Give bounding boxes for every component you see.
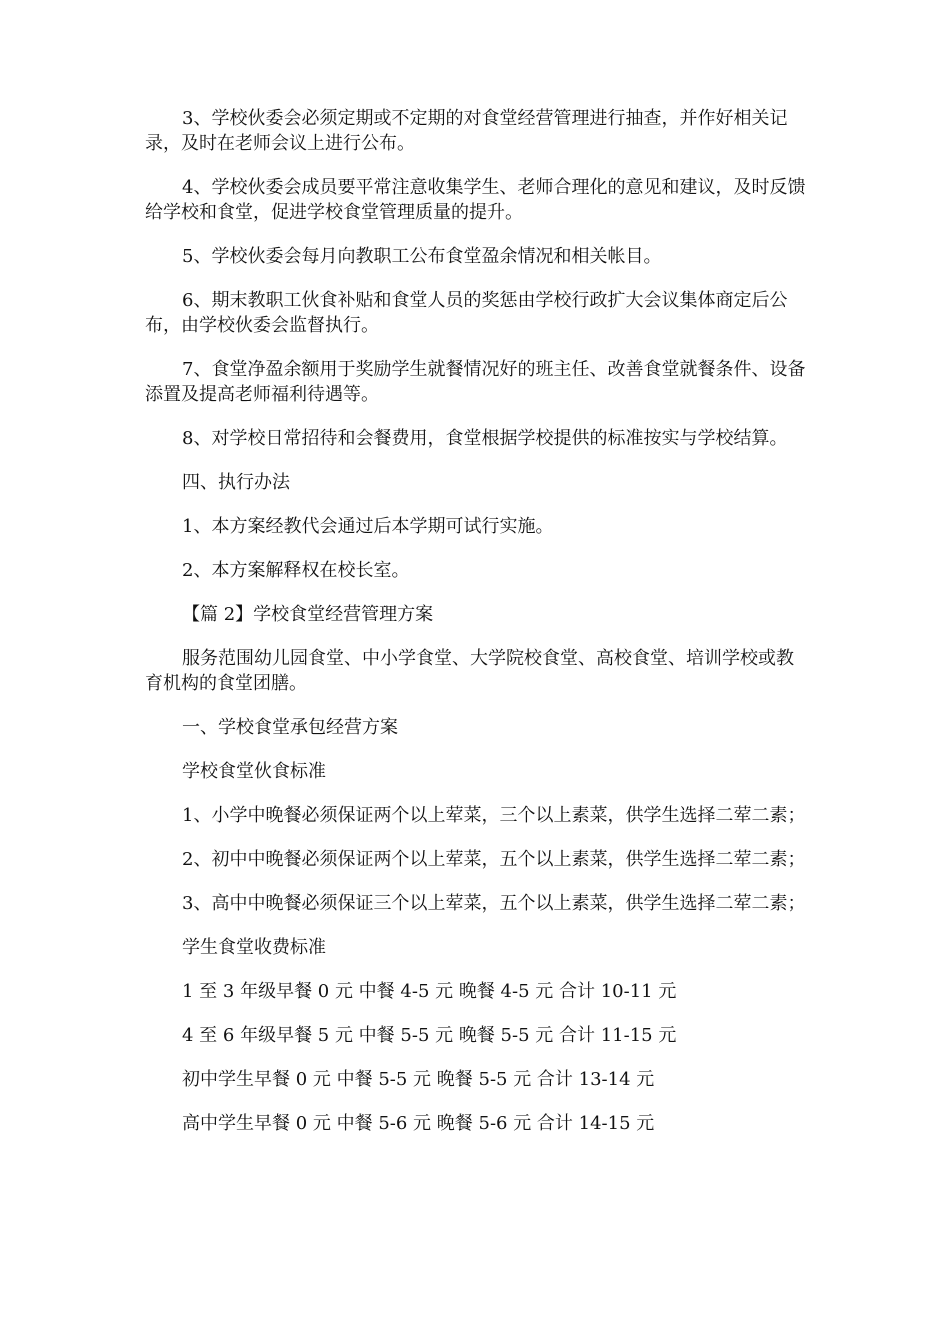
section-heading-execution: 四、执行办法 — [182, 472, 290, 493]
paragraph-item-3: 3、学校伙委会必须定期或不定期的对食堂经营管理进行抽查，并作好相关记录，及时在老师会议上进行公布。 — [145, 108, 788, 154]
execution-item-1: 1、本方案经教代会通过后本学期可试行实施。 — [182, 516, 554, 537]
meal-standard-junior: 2、初中中晚餐必须保证两个以上荤菜，五个以上素菜，供学生选择二荤二素； — [182, 849, 806, 870]
subheading-fee-standard: 学生食堂收费标准 — [182, 937, 326, 958]
fee-grade-1-3: 1 至 3 年级早餐 0 元 中餐 4-5 元 晚餐 4-5 元 合计 10-11 元 — [182, 981, 677, 1002]
fee-senior-high: 高中学生早餐 0 元 中餐 5-6 元 晚餐 5-6 元 合计 14-15 元 — [182, 1113, 655, 1134]
subheading-meal-standard: 学校食堂伙食标准 — [182, 761, 326, 782]
paragraph-item-4: 4、学校伙委会成员要平常注意收集学生、老师合理化的意见和建议，及时反馈给学校和食堂，促进学校食堂管理质量的提升。 — [145, 177, 806, 223]
paragraph-item-7: 7、食堂净盈余额用于奖励学生就餐情况好的班主任、改善食堂就餐条件、设备添置及提高老师福利待遇等。 — [145, 359, 806, 405]
fee-grade-4-6: 4 至 6 年级早餐 5 元 中餐 5-5 元 晚餐 5-5 元 合计 11-15 元 — [182, 1025, 677, 1046]
document-body — [145, 106, 807, 1155]
fee-junior-high: 初中学生早餐 0 元 中餐 5-5 元 晚餐 5-5 元 合计 13-14 元 — [182, 1069, 655, 1090]
service-scope-paragraph: 服务范围幼儿园食堂、中小学食堂、大学院校食堂、高校食堂、培训学校或教育机构的食堂团膳。 — [145, 648, 794, 694]
paragraph-item-8: 8、对学校日常招待和会餐费用，食堂根据学校提供的标准按实与学校结算。 — [182, 428, 788, 449]
meal-standard-primary: 1、小学中晚餐必须保证两个以上荤菜，三个以上素菜，供学生选择二荤二素； — [182, 805, 806, 826]
article-2-title: 【篇 2】学校食堂经营管理方案 — [182, 604, 434, 625]
paragraph-item-6: 6、期末教职工伙食补贴和食堂人员的奖惩由学校行政扩大会议集体商定后公布，由学校伙委会监督执行。 — [145, 290, 788, 336]
section-heading-contract-plan: 一、学校食堂承包经营方案 — [182, 717, 398, 738]
execution-item-2: 2、本方案解释权在校长室。 — [182, 560, 410, 581]
paragraph-item-5: 5、学校伙委会每月向教职工公布食堂盈余情况和相关帐目。 — [182, 246, 662, 267]
meal-standard-senior: 3、高中中晚餐必须保证三个以上荤菜，五个以上素菜，供学生选择二荤二素； — [182, 893, 806, 914]
